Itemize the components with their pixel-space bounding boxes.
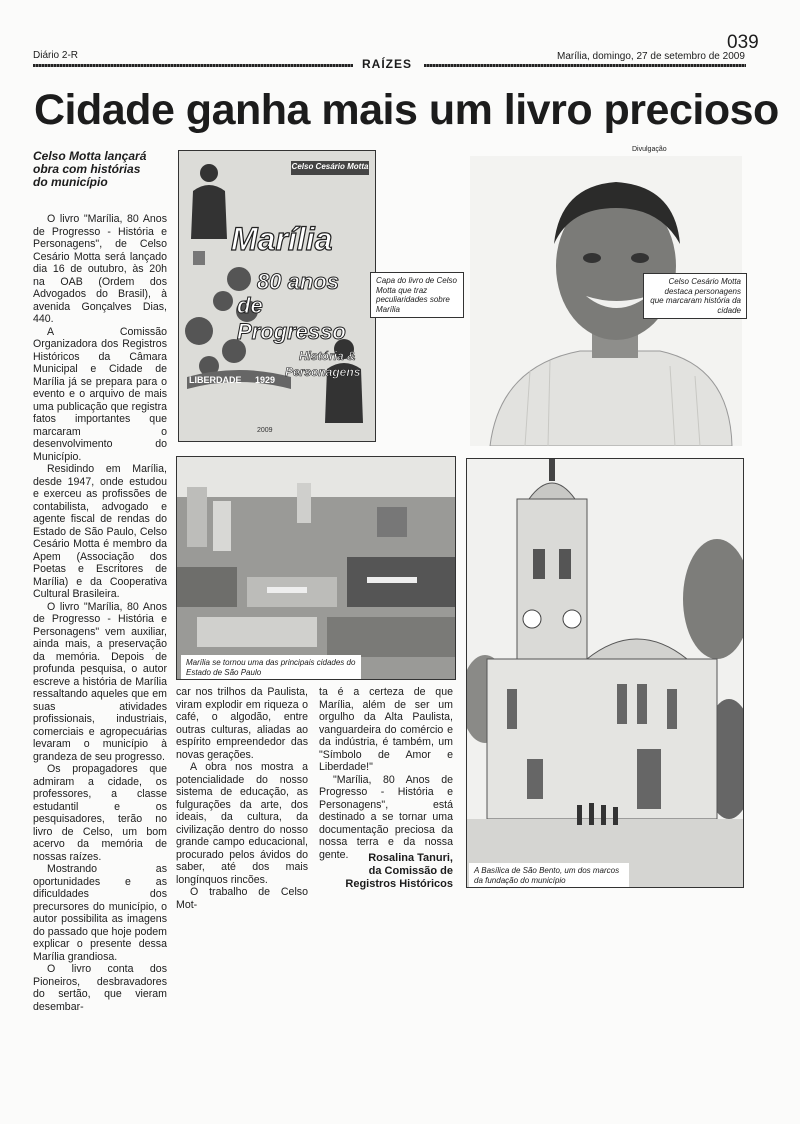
paragraph: Residindo em Marília, desde 1947, onde estudou e exerceu as profissões de contabilista, advogado e agente fiscal de rendas do Estado de São Paulo, Celso Cesário Motta é membro da Apem (Associação dos Poetas e Escritores de Marília) e da Cooperativa Cultural Brasileira. bbox=[33, 463, 167, 600]
book-cover-image bbox=[178, 150, 376, 442]
section-code: Diário 2-R bbox=[33, 50, 79, 61]
church-photo bbox=[466, 458, 744, 888]
cover-subtitle-3: História & bbox=[299, 349, 356, 363]
signature-line2: da Comissão de bbox=[368, 865, 453, 877]
city-photo-caption: Marília se tornou uma das principais cidades do Estado de São Paulo bbox=[181, 655, 361, 680]
header-rule-right bbox=[424, 64, 746, 67]
cover-author: Celso Cesário Motta bbox=[291, 162, 369, 171]
headline: Cidade ganha mais um livro precioso bbox=[34, 86, 779, 134]
paragraph: O trabalho de Celso Mot- bbox=[176, 886, 308, 911]
cover-banner-text: LIBERDADE bbox=[189, 375, 242, 385]
paragraph: car nos trilhos da Paulista, viram explodir em riqueza o café, o algodão, entre outras culturas, aliadas ao espírito empreendedor das novas gerações. bbox=[176, 686, 308, 761]
paragraph: ta é a certeza de que Marília, além de ser um orgulho da Alta Paulista, vanguardeira do comércio e da indústria, é também, um "Símbolo de Amor e Liberdade!" bbox=[319, 686, 453, 773]
paragraph: "Marília, 80 Anos de Progresso - História e Personagens", está destinado a se tornar uma documentação preciosa da nossa terra e da nossa gente. bbox=[319, 773, 453, 861]
cover-year: 2009 bbox=[257, 427, 273, 434]
column-3 bbox=[319, 686, 453, 861]
signature-name: Rosalina Tanuri, bbox=[368, 852, 453, 864]
signature bbox=[319, 852, 453, 891]
cover-subtitle-2: de Progresso bbox=[237, 293, 346, 344]
cover-subtitle-4: Personagens bbox=[285, 365, 361, 379]
church-art bbox=[467, 459, 743, 887]
church-photo-caption: A Basílica de São Bento, um dos marcos da fundação do município bbox=[469, 863, 629, 888]
paragraph: O livro conta dos Pioneiros, desbravadores do sertão, que vieram desembar- bbox=[33, 963, 167, 1013]
paragraph: A Comissão Organizadora dos Registros Históricos da Câmara Municipal e Cidade de Marília já se prepara para o evento e o arquivo de mais uma publicação que registra fatos importantes que marcaram o desenvolvimento do Município. bbox=[33, 325, 167, 463]
city-photo bbox=[176, 456, 456, 680]
signature-line3: Registros Históricos bbox=[345, 878, 453, 890]
paragraph: Os propagadores que admiram a cidade, os professores, a classe estudantil e os pesquisadores, terão no livro de Celso, um bom acervo da memória de nossas raízes. bbox=[33, 763, 167, 863]
header-rule-left bbox=[33, 64, 353, 67]
cover-subtitle-1: 80 anos bbox=[257, 269, 339, 294]
city-art bbox=[177, 457, 455, 679]
deck: Celso Motta lançará obra com histórias do município bbox=[33, 149, 147, 189]
book-cover-caption: Capa do livro de Celso Motta que traz peculiaridades sobre Marília bbox=[370, 272, 464, 318]
paragraph: Mostrando as oportunidades e as dificuldades dos precursores do município, o autor possibilita as imagens do passado que hoje podem explicar o presente dessa Marília grandiosa. bbox=[33, 863, 167, 963]
paragraph: O livro "Marília, 80 Anos de Progresso - História e Personagens" vem auxiliar, ainda mais, a preservação da memória. Depois de profunda pesquisa, o autor escreve a história de Marília ressaltando aqueles que em suas atividades profissionais, industriais, comerciais e agropecuárias levaram o município à grandeza de seu progresso. bbox=[33, 600, 167, 763]
page-number: 039 bbox=[727, 32, 759, 53]
dateline: Marília, domingo, 27 de setembro de 2009 bbox=[557, 51, 745, 62]
cover-title: Marília bbox=[231, 221, 333, 257]
cover-banner-year: 1929 bbox=[255, 375, 276, 385]
paragraph: O livro "Marília, 80 Anos de Progresso - História e Personagens", de Celso Cesário Motta será lançado dia 16 de outubro, às 20h na OAB (Ordem dos Advogados do Brasil), à avenida Gonçalves Dias, 440. bbox=[33, 213, 167, 325]
portrait-caption: Celso Cesário Motta destaca personagens que marcaram história da cidade bbox=[643, 273, 747, 319]
paragraph: A obra nos mostra a potencialidade do nosso sistema de educação, as fulgurações da arte, dos ideais, da cultura, da civilização dentro do nosso grande campo educacional, procurado pelos ávidos do saber, até dos mais longínquos rincões. bbox=[176, 761, 308, 886]
photo-credit: Divulgação bbox=[632, 146, 667, 153]
column-1 bbox=[33, 213, 167, 1013]
section-name: RAÍZES bbox=[362, 57, 413, 71]
column-2 bbox=[176, 686, 308, 911]
